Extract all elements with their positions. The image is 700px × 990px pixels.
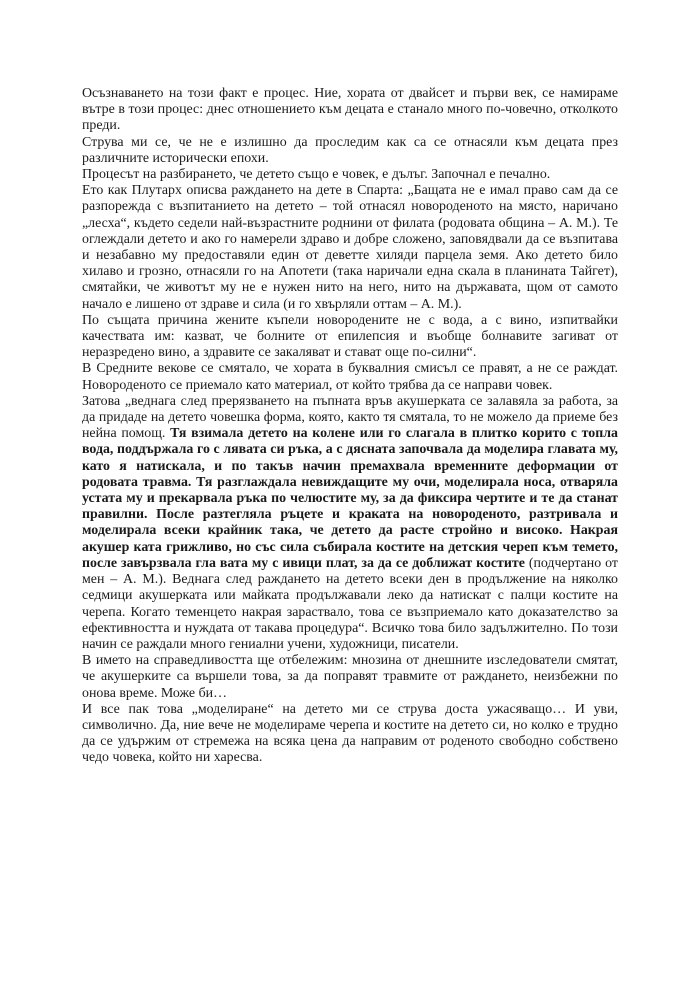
document-page [82,86,618,767]
paragraph-4: Ето как Плутарх описва раждането на дете в Спарта: „Бащата не е имал право сам да се разпорежда с възпитанието на детето – той отнасял новороденото на място, наричано „лесха“, където седели най-възрастните роднини от филата (родовата община – А. М.). Те оглеждали детето и ако го намерели здраво и добре сложено, заповядвали да се възпитава и незабавно му предоставяли един от деветте хиляди парцела земя. Ако детето било хилаво и грозно, отнасяли го на Апотети (така наричали една скала в планината Тайгет), смятайки, че животът му не е нужен нито на него, нито на държавата, щом от самото начало е лишено от здраве и сила (и го хвърляли оттам – А. М.). [82,183,618,312]
paragraph-1: Осъзнаването на този факт е процес. Ние, хората от двайсет и първи век, се намираме вътре в този процес: днес отношението към децата е станало много по-човечно, отколкото преди. [82,86,618,134]
paragraph-6: В Средните векове се смятало, че хората в буквалния смисъл се правят, а не се раждат. Новороденото се приемало като материал, от който трябва да се направи човек. [82,361,618,393]
paragraph-9: И все пак това „моделиране“ на детето ми се струва доста ужасяващо… И уви, символично. Да, ние вече не моделираме черепа и костите на детето си, но колко е трудно да се удържим от стремежа на всяка цена да направим от роденото свободно собствено чедо човека, който ни харесва. [82,701,618,766]
paragraph-7-intro: Затова „веднага след прерязването на пъпната връв акушерката се залавяла за работа, за да придаде на детето човешка форма, която, както тя смятала, то не можело да приеме без нейна помощ. [82,393,618,442]
paragraph-7-bold-passage: Тя взимала детето на колене или го слагала в плитко корито с топла вода, поддържала го с лявата си ръка, а с дясната започвала да моделира главата му, като я натискала, и по такъв начин премахвала временните деформации от родовата травма. Тя разглаждала невиждащите му очи, моделирала носа, отваряла устата му и прекарвала ръка по челюстите му, за да фиксира чертите и те да станат правилни. После разтегляла ръцете и краката на новороденото, разтривала и моделирала всеки крайник така, че детето да расте стройно и високо. Накрая акушер ката грижливо, но със сила събирала костите на детския череп към темето, после завързвала гла вата му с ивици плат, за да се доближат костите [82,426,618,571]
paragraph-8: В името на справедливостта ще отбележим: мнозина от днешните изследователи смятат, че акушерките са вършели това, за да поправят травмите от раждането, неизбежни по онова време. Може би… [82,653,618,701]
paragraph-7-outro: (подчертано от мен – А. М.). Веднага след раждането на детето всеки ден в продължение на няколко седмици акушерката или майката продължавали леко да натискат с палци костите на черепа. Когато теменцето накрая зараствало, това се възприемало като доказателство за ефективността и нуждата от такава процедура“. Всичко това било задължително. По този начин се раждали много гениални учени, художници, писатели. [82,555,618,652]
paragraph-7 [82,394,618,653]
paragraph-5: По същата причина жените къпели новородените не с вода, а с вино, изпитвайки качествата им: казват, че болните от епилепсия и въобще болнавите загиват от неразредено вино, а здравите се закаляват и стават още по-силни“. [82,312,618,361]
paragraph-3: Процесът на разбирането, че детето също е човек, е дълъг. Започнал е печално. [82,167,551,183]
paragraph-2: Струва ми се, че не е излишно да проследим как са се отнасяли към децата през различните исторически епохи. [82,134,618,166]
